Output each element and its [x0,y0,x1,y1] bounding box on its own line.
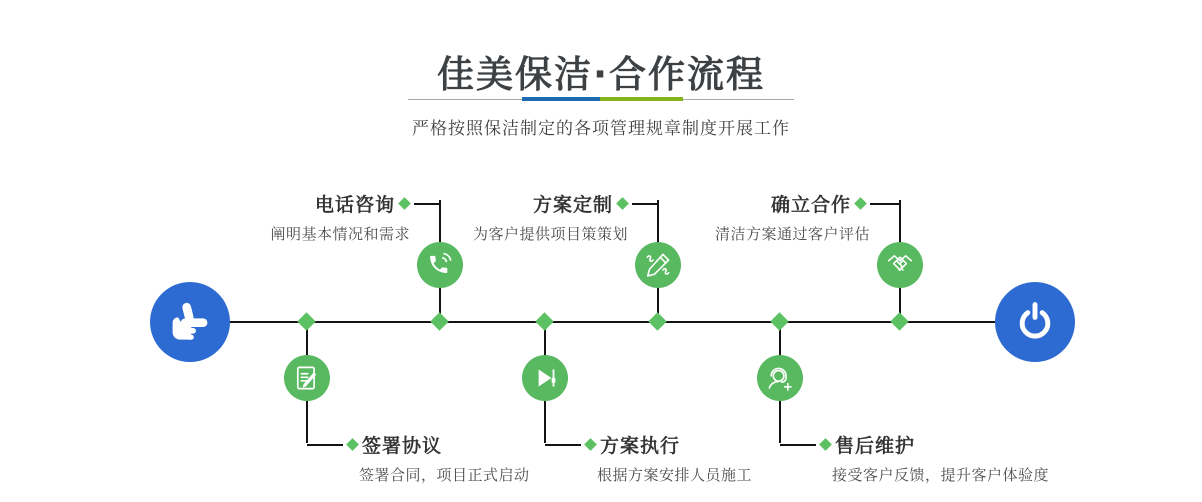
end-node [995,282,1075,362]
step-title: 签署协议 [362,435,443,457]
connector-stub [870,203,900,205]
step-icon-circle [757,355,803,401]
divider-accent-blue [522,97,600,101]
diamond-marker-icon [346,438,359,451]
customer-support-icon [763,361,797,395]
diamond-marker-icon [819,438,832,451]
contract-sign-icon [290,361,324,395]
handshake-icon [883,248,917,282]
step-icon-circle [635,242,681,288]
diamond-marker-icon [584,438,597,451]
diamond-marker-icon [398,197,411,210]
timeline-node-diamond [430,312,448,330]
step-title: 方案执行 [600,435,681,457]
timeline-node-diamond [535,312,553,330]
step-label-confirm-cooperation [715,190,900,244]
step-description: 签署合同，项目正式启动 [359,466,530,484]
connector-stub [545,444,581,446]
play-execute-icon [528,361,562,395]
connector-stub [307,444,343,446]
connector-stub [632,203,658,205]
step-label-phone-consult [270,190,440,244]
timeline-line [228,321,995,323]
step-icon-circle [522,355,568,401]
diamond-marker-icon [854,197,867,210]
step-icon-circle [417,242,463,288]
step-title: 方案定制 [532,194,613,216]
timeline-node-diamond [890,312,908,330]
step-icon-circle [877,242,923,288]
timeline-node-diamond [297,312,315,330]
step-label-after-sales [780,431,1049,485]
page-subtitle: 严格按照保洁制定的各项管理规章制度开展工作 [412,119,790,139]
diamond-marker-icon [616,197,629,210]
step-label-plan-customize [473,190,658,244]
step-title: 确立合作 [770,194,851,216]
timeline-node-diamond [648,312,666,330]
step-description: 接受客户反馈，提升客户体验度 [832,466,1050,484]
step-label-sign-agreement [307,431,530,485]
pointing-hand-icon [168,300,212,344]
step-label-plan-execute [545,431,752,485]
step-description: 阐明基本情况和需求 [270,225,410,243]
page-title: 佳美保洁·合作流程 [436,53,766,96]
connector-stub [414,203,440,205]
divider-accent-green [600,97,683,101]
step-title: 电话咨询 [314,194,395,216]
power-icon [1013,300,1057,344]
step-description: 为客户提供项目策策划 [472,225,628,243]
pencil-design-icon [641,248,675,282]
step-description: 根据方案安排人员施工 [597,466,753,484]
step-description: 清洁方案通过客户评估 [714,225,870,243]
step-icon-circle [284,355,330,401]
start-node [150,282,230,362]
timeline-node-diamond [770,312,788,330]
phone-icon [423,248,457,282]
connector-stub [780,444,816,446]
step-title: 售后维护 [835,435,916,457]
